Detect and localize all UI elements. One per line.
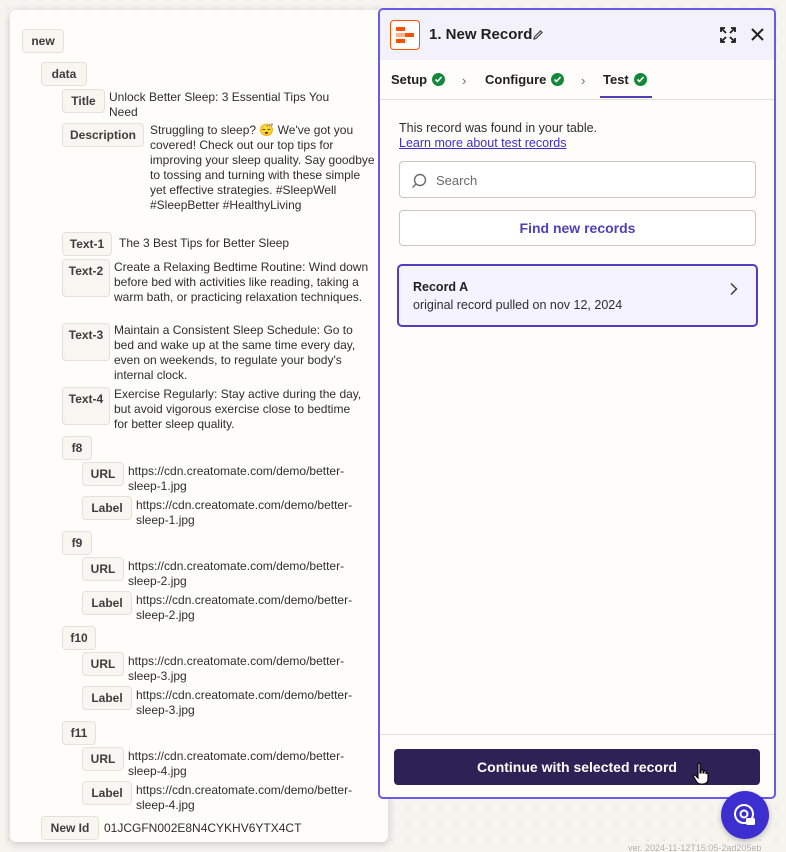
key-f9[interactable]: f9 — [62, 531, 92, 555]
record-card[interactable] — [397, 264, 758, 327]
key-f10-url[interactable]: URL — [82, 652, 124, 676]
step-editor-panel — [378, 8, 776, 799]
key-f11[interactable]: f11 — [62, 721, 96, 745]
key-f8-url[interactable]: URL — [82, 462, 124, 486]
key-f8-label[interactable]: Label — [82, 496, 132, 520]
app-logo-icon — [390, 20, 420, 50]
hand-cursor-icon — [692, 762, 710, 791]
value-f10-url: https://cdn.creatomate.com/demo/better-sleep-3.jpg — [128, 654, 345, 683]
help-button[interactable] — [721, 791, 769, 839]
chevron-right-icon: › — [462, 73, 467, 88]
value-f9-url: https://cdn.creatomate.com/demo/better-sleep-2.jpg — [128, 559, 345, 588]
key-data[interactable]: data — [41, 62, 87, 86]
tab-setup[interactable] — [391, 72, 445, 87]
key-f9-label[interactable]: Label — [82, 591, 132, 615]
search-icon — [411, 173, 427, 194]
key-description[interactable]: Description — [62, 123, 144, 147]
key-f9-url[interactable]: URL — [82, 557, 124, 581]
footer-divider — [380, 734, 774, 735]
check-icon — [634, 73, 647, 86]
record-subtitle: original record pulled on nov 12, 2024 — [413, 298, 623, 312]
record-title: Record A — [413, 280, 469, 294]
close-icon[interactable] — [750, 27, 765, 47]
value-f8-url: https://cdn.creatomate.com/demo/better-sleep-1.jpg — [128, 464, 345, 493]
value-text-1: The 3 Best Tips for Better Sleep — [119, 236, 290, 250]
tab-test[interactable] — [603, 72, 647, 87]
record-data-panel — [10, 10, 388, 842]
help-icon — [732, 802, 758, 828]
value-text-2: Create a Relaxing Bedtime Routine: Wind down before bed with activities like reading, taking a warm bath, or practicing relaxation techniques. — [114, 260, 369, 304]
check-icon — [432, 73, 445, 86]
learn-more-link[interactable]: Learn more about test records — [399, 136, 567, 150]
tab-configure[interactable] — [485, 72, 564, 87]
key-text-2[interactable]: Text-2 — [62, 259, 110, 297]
value-text-3: Maintain a Consistent Sleep Schedule: Go to bed and wake up at the same time every day, even on weekends, to regulate your body's internal clock. — [114, 323, 356, 382]
search-field[interactable] — [399, 161, 756, 198]
tab-setup-label: Setup — [391, 72, 428, 87]
version-label: ver. 2024-11-12T15:05-2ad205eb — [628, 843, 762, 852]
search-input[interactable] — [436, 171, 736, 189]
chevron-right-icon — [729, 282, 739, 301]
value-f11-label: https://cdn.creatomate.com/demo/better-sleep-4.jpg — [136, 783, 353, 812]
expand-icon[interactable] — [720, 27, 736, 48]
value-f10-label: https://cdn.creatomate.com/demo/better-sleep-3.jpg — [136, 688, 353, 717]
find-new-records-button[interactable]: Find new records — [399, 210, 756, 246]
value-f11-url: https://cdn.creatomate.com/demo/better-sleep-4.jpg — [128, 749, 345, 778]
key-new-id[interactable]: New Id — [41, 816, 99, 840]
key-f11-url[interactable]: URL — [82, 747, 124, 771]
key-text-1[interactable]: Text-1 — [62, 232, 112, 256]
found-record-text: This record was found in your table. — [399, 121, 598, 135]
value-description: Struggling to sleep? 😴 We've got you covered! Check out our top tips for improving your sleep quality. Say goodbye to tossing and turning with these simple yet effective strategies. #SleepWell #SleepBetter #HealthyLiving — [150, 123, 375, 212]
key-title[interactable]: Title — [62, 89, 105, 113]
key-f10-label[interactable]: Label — [82, 686, 132, 710]
value-new-id: 01JCGFN002E8N4CYKHV6YTX4CT — [104, 821, 302, 835]
key-f8[interactable]: f8 — [62, 436, 92, 460]
step-tabs — [380, 60, 774, 100]
value-f9-label: https://cdn.creatomate.com/demo/better-sleep-2.jpg — [136, 593, 353, 622]
step-header — [380, 10, 774, 60]
key-f11-label[interactable]: Label — [82, 781, 132, 805]
pencil-icon[interactable] — [532, 28, 544, 46]
key-text-3[interactable]: Text-3 — [62, 323, 110, 361]
check-icon — [551, 73, 564, 86]
value-f8-label: https://cdn.creatomate.com/demo/better-sleep-1.jpg — [136, 498, 353, 527]
chevron-right-icon: › — [581, 73, 586, 88]
value-text-4: Exercise Regularly: Stay active during the day, but avoid vigorous exercise close to bedtime for better sleep quality. — [114, 387, 362, 431]
tab-configure-label: Configure — [485, 72, 547, 87]
key-text-4[interactable]: Text-4 — [62, 387, 110, 425]
key-new[interactable]: new — [22, 29, 64, 53]
value-title: Unlock Better Sleep: 3 Essential Tips You Need — [109, 90, 330, 119]
step-title: 1. New Record — [429, 26, 533, 43]
tab-test-label: Test — [603, 72, 629, 87]
active-tab-indicator — [600, 96, 652, 98]
continue-with-selected-record-button[interactable]: Continue with selected record — [394, 749, 760, 785]
key-f10[interactable]: f10 — [62, 626, 96, 650]
